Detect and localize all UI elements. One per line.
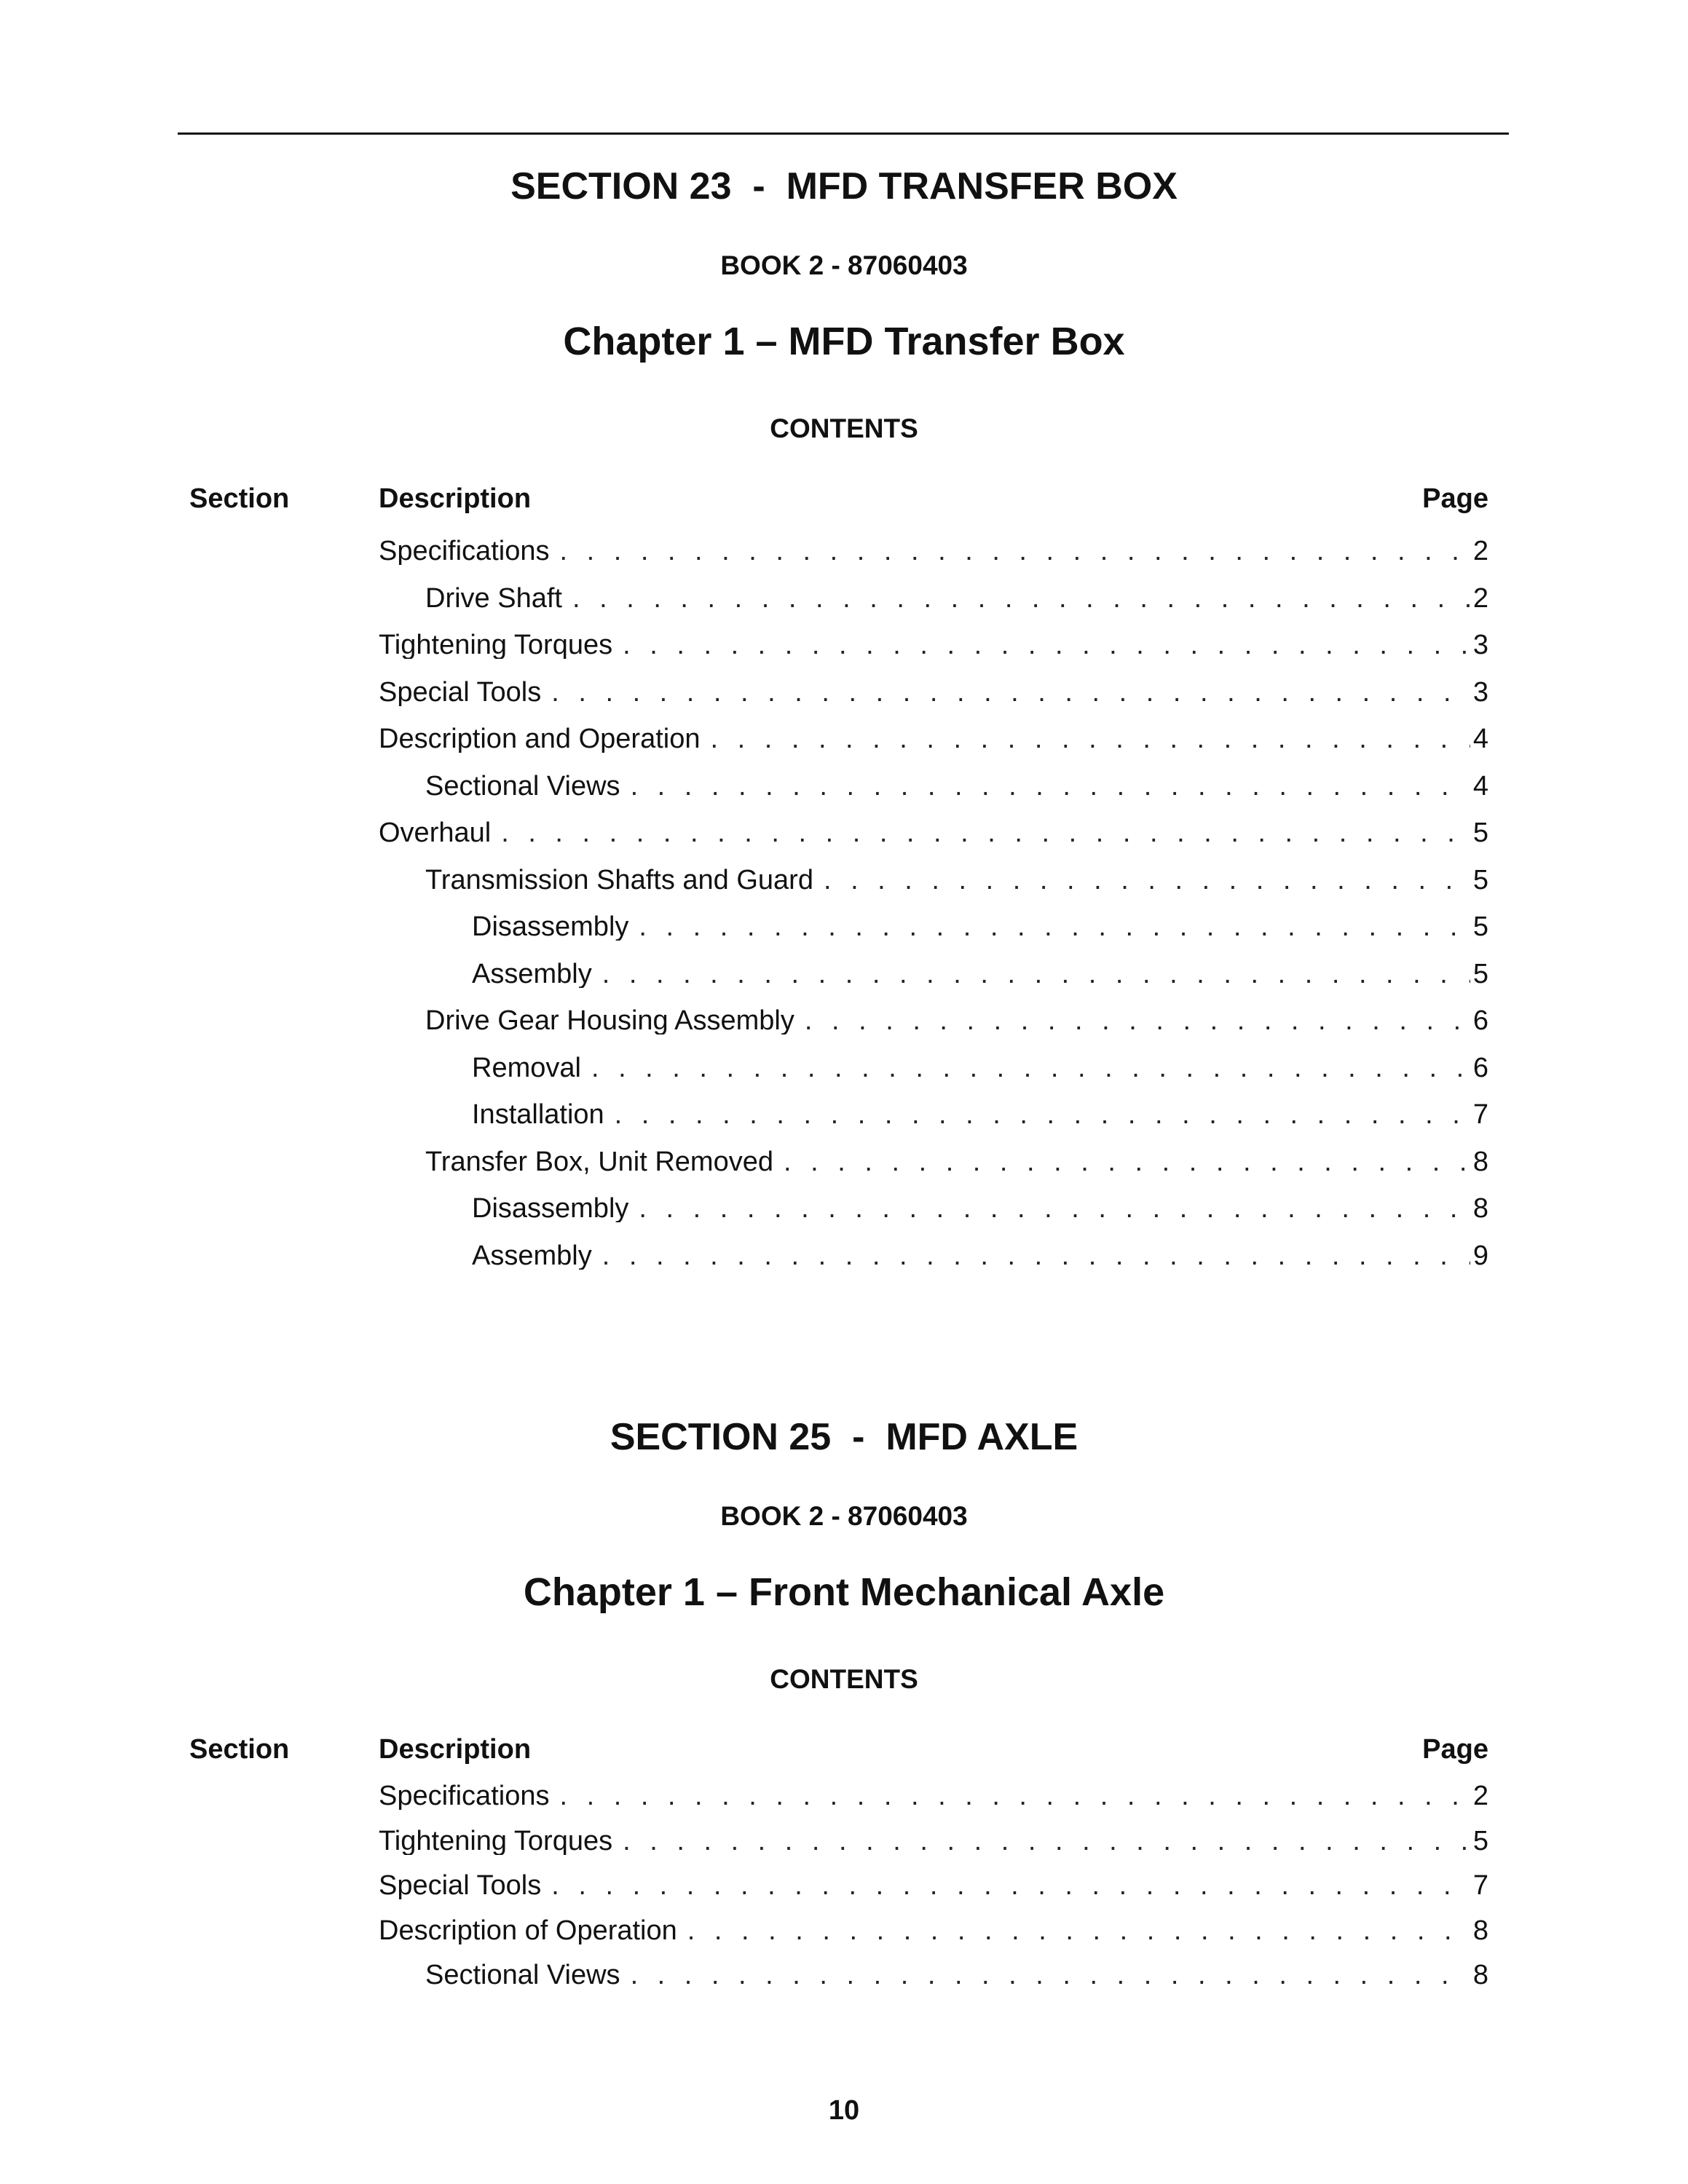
toc-entry-label: Assembly xyxy=(472,1241,592,1270)
toc-entry-page: 3 xyxy=(1472,678,1488,706)
toc-entry-page: 8 xyxy=(1472,1195,1488,1222)
toc-entry-label: Disassembly xyxy=(472,1195,629,1222)
toc-entry-page: 4 xyxy=(1472,725,1488,753)
section-title: SECTION 25 - MFD AXLE xyxy=(610,1416,1078,1458)
chapter-title: Chapter 1 – Front Mechanical Axle xyxy=(523,1570,1165,1614)
header-section: Section xyxy=(189,483,290,514)
toc-entry-label: Disassembly xyxy=(472,913,629,941)
dot-leader xyxy=(501,819,1470,847)
toc-entry xyxy=(472,913,1488,941)
dot-leader xyxy=(805,1007,1470,1034)
toc-entry-page: 8 xyxy=(1472,1961,1488,1989)
contents-heading: CONTENTS xyxy=(770,414,918,443)
toc-entry-page: 8 xyxy=(1472,1147,1488,1176)
toc-entry-label: Drive Gear Housing Assembly xyxy=(425,1007,794,1034)
dot-leader xyxy=(639,913,1470,941)
toc-entry-label: Special Tools xyxy=(379,678,542,706)
toc-entry xyxy=(472,1054,1488,1082)
toc-entry-page: 2 xyxy=(1472,537,1488,565)
toc-entry xyxy=(425,1148,1488,1176)
toc-entry xyxy=(379,678,1488,706)
toc-entry-label: Specifications xyxy=(379,1782,550,1810)
toc-entry-page: 5 xyxy=(1472,1827,1488,1855)
dot-leader xyxy=(631,772,1470,800)
toc-entry xyxy=(472,1242,1488,1270)
dot-leader xyxy=(824,866,1470,894)
dot-leader xyxy=(602,960,1470,988)
toc-entry-page: 5 xyxy=(1472,960,1488,988)
header-section: Section xyxy=(189,1734,290,1765)
toc-entry xyxy=(379,1827,1488,1855)
toc-entry-label: Sectional Views xyxy=(425,1961,620,1989)
header-page: Page xyxy=(1422,483,1488,514)
toc-entry xyxy=(425,585,1488,612)
toc-entry xyxy=(472,1195,1488,1222)
toc-entry-page: 2 xyxy=(1472,1782,1488,1810)
dot-leader xyxy=(631,1961,1470,1989)
toc-entry-page: 2 xyxy=(1472,584,1488,612)
toc-entry xyxy=(379,537,1488,565)
book-reference: BOOK 2 - 87060403 xyxy=(720,250,968,280)
chapter-title: Chapter 1 – MFD Transfer Box xyxy=(563,320,1125,363)
dot-leader xyxy=(710,725,1470,753)
toc-entry-label: Installation xyxy=(472,1101,604,1128)
page-number: 10 xyxy=(828,2095,860,2126)
dot-leader xyxy=(602,1242,1470,1270)
toc-entry-label: Tightening Torques xyxy=(379,1827,613,1855)
toc-entry-page: 7 xyxy=(1472,1872,1488,1899)
dot-leader xyxy=(615,1101,1470,1128)
dot-leader xyxy=(551,678,1470,706)
toc-entry xyxy=(425,1961,1488,1989)
toc-entry-page: 5 xyxy=(1472,913,1488,941)
toc-entry-label: Transfer Box, Unit Removed xyxy=(425,1147,773,1176)
toc-entry xyxy=(379,819,1488,847)
header-description: Description xyxy=(379,1734,532,1765)
toc-entry-page: 6 xyxy=(1472,1053,1488,1082)
toc-entry xyxy=(379,1917,1488,1944)
toc-entry xyxy=(472,1101,1488,1128)
header-page: Page xyxy=(1422,1734,1488,1765)
toc-entry-page: 3 xyxy=(1472,631,1488,659)
toc-entry-page: 8 xyxy=(1472,1916,1488,1944)
dot-leader xyxy=(623,1827,1470,1855)
toc-entry-label: Description and Operation xyxy=(379,725,701,753)
dot-leader xyxy=(639,1195,1470,1222)
dot-leader xyxy=(591,1054,1470,1082)
toc-entry-page: 5 xyxy=(1472,819,1488,847)
toc-entry-page: 7 xyxy=(1472,1101,1488,1128)
toc-entry xyxy=(425,1007,1488,1034)
toc-entry xyxy=(379,1872,1488,1899)
toc-entry xyxy=(425,772,1488,800)
toc-entry-label: Drive Shaft xyxy=(425,584,562,612)
toc-entry-label: Description of Operation xyxy=(379,1916,677,1944)
dot-leader xyxy=(559,537,1470,565)
dot-leader xyxy=(623,631,1470,659)
toc-entry xyxy=(379,631,1488,659)
toc-entry-label: Special Tools xyxy=(379,1872,542,1899)
toc-entry-page: 5 xyxy=(1472,866,1488,894)
contents-heading: CONTENTS xyxy=(770,1664,918,1694)
toc-entry-label: Sectional Views xyxy=(425,772,620,800)
dot-leader xyxy=(687,1917,1470,1944)
toc-entry-page: 6 xyxy=(1472,1007,1488,1034)
toc-entry-label: Removal xyxy=(472,1053,581,1082)
toc-entry xyxy=(379,725,1488,753)
dot-leader xyxy=(784,1148,1470,1176)
toc-entry xyxy=(425,866,1488,894)
toc-entry xyxy=(472,960,1488,988)
dot-leader xyxy=(551,1872,1470,1899)
toc-entry-label: Tightening Torques xyxy=(379,631,613,659)
header-description: Description xyxy=(379,483,532,514)
toc-entry-label: Specifications xyxy=(379,537,550,565)
toc-entry-label: Assembly xyxy=(472,960,592,988)
toc-entry xyxy=(379,1782,1488,1810)
toc-entry-label: Overhaul xyxy=(379,819,492,847)
book-reference: BOOK 2 - 87060403 xyxy=(720,1501,968,1531)
toc-entry-label: Transmission Shafts and Guard xyxy=(425,866,813,894)
dot-leader xyxy=(572,585,1470,612)
top-rule xyxy=(178,132,1509,135)
dot-leader xyxy=(559,1782,1470,1810)
toc-entry-page: 9 xyxy=(1472,1241,1488,1270)
toc-entry-page: 4 xyxy=(1472,772,1488,800)
section-title: SECTION 23 - MFD TRANSFER BOX xyxy=(510,165,1178,207)
